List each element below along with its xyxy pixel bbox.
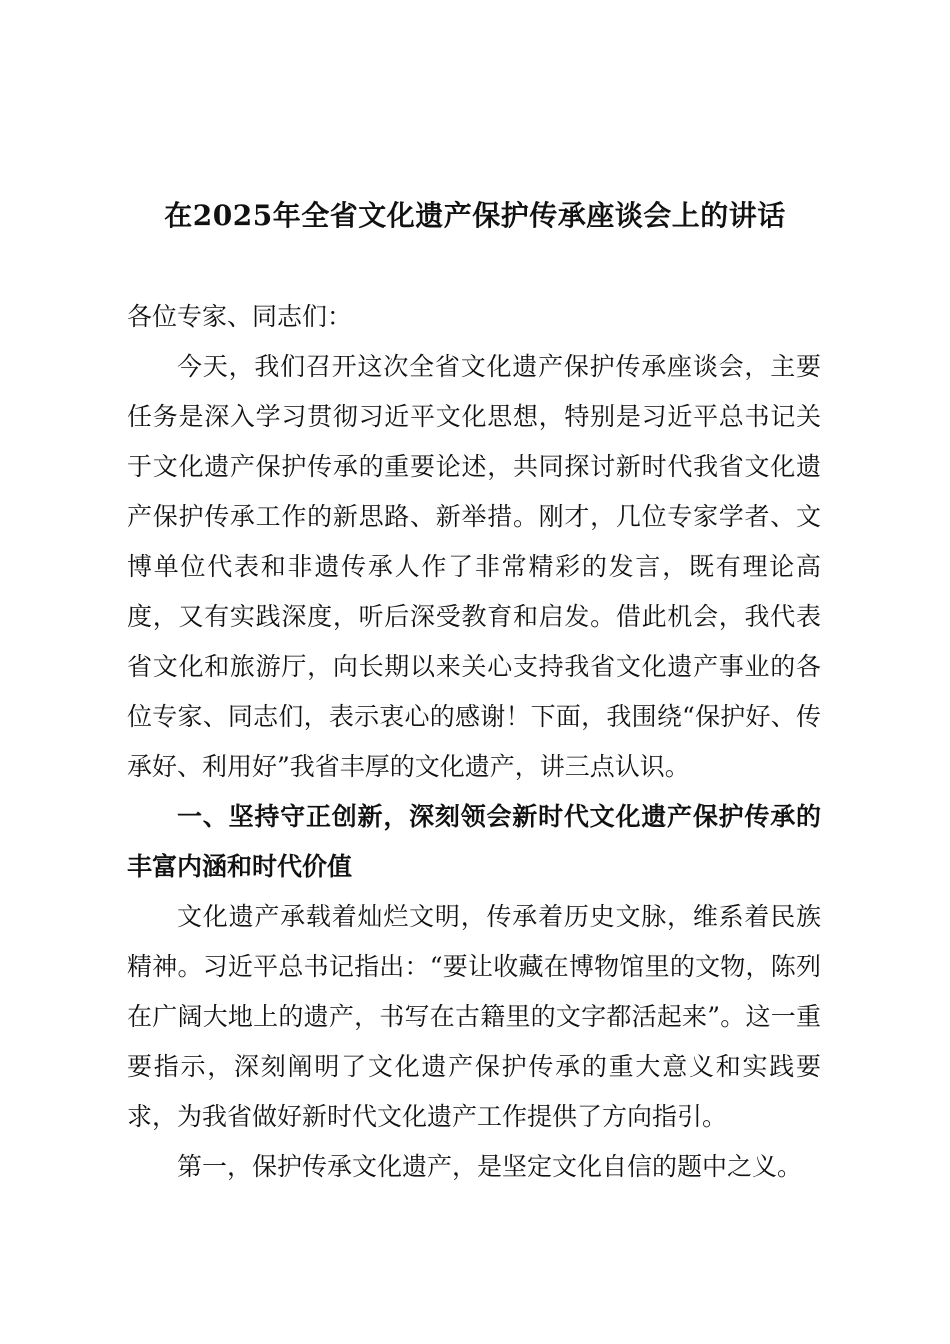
section-paragraph: 第一，保护传承文化遗产，是坚定文化自信的题中之义。 (177, 1152, 803, 1181)
salutation: 各位专家、同志们： (127, 302, 353, 331)
document-body (127, 292, 821, 1192)
section-heading: 一、坚持守正创新，深刻领会新时代文化遗产保护传承的丰富内涵和时代价值 (127, 802, 821, 881)
opening-paragraph: 今天，我们召开这次全省文化遗产保护传承座谈会，主要任务是深入学习贯彻习近平文化思想，特别是习近平总书记关于文化遗产保护传承的重要论述，共同探讨新时代我省文化遗产保护传承工作的新思路、新举措。刚才，几位专家学者、文博单位代表和非遗传承人作了非常精彩的发言，既有理论高度，又有实践深度，听后深受教育和启发。借此机会，我代表省文化和旅游厅，向长期以来关心支持我省文化遗产事业的各位专家、同志们，表示衷心的感谢！下面，我围绕“保护好、传承好、利用好”我省丰厚的文化遗产，讲三点认识。 (127, 352, 821, 781)
document-title: 在2025年全省文化遗产保护传承座谈会上的讲话 (164, 199, 786, 232)
section-paragraph: 文化遗产承载着灿烂文明，传承着历史文脉，维系着民族精神。习近平总书记指出：“要让收藏在博物馆里的文物，陈列在广阔大地上的遗产，书写在古籍里的文字都活起来”。这一重要指示，深刻阐明了文化遗产保护传承的重大意义和实践要求，为我省做好新时代文化遗产工作提供了方向指引。 (127, 902, 821, 1131)
